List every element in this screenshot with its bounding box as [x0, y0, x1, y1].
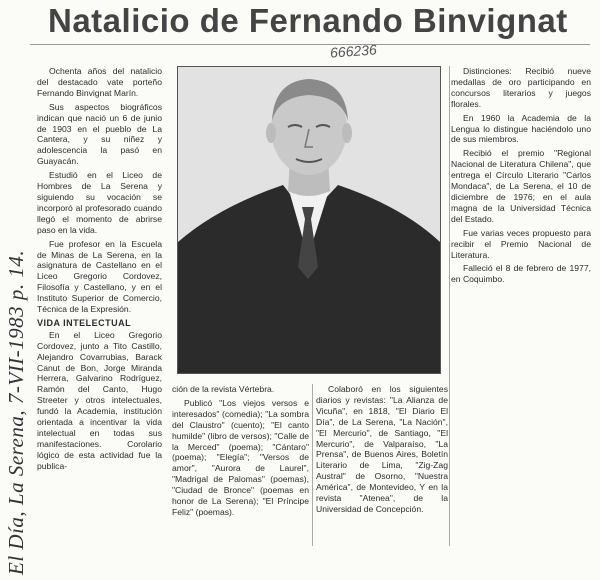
paragraph: En el Liceo Gregorio Cordovez, junto a Tito Castillo, Alejandro Covarrubias, Barack Canut de Bon, Jorge Miranda Herrera, Galvarino Rodríguez, Ramón del Canto, Hugo Streeter y otros intelectuales, fundó la Academia, institución orientada a incentivar la vida intelectual en todas sus manifestaciones. Corolario lógico de esta actividad fue la publica- [37, 329, 162, 471]
handwritten-source-note: El Día, La Serena, 7-VII-1983 p. 14. [4, 249, 28, 575]
column-divider [312, 384, 313, 546]
paragraph: En 1960 la Academia de la Lengua lo distingue haciéndolo uno de sus miembros. [451, 112, 591, 145]
paragraph: Publicó "Los viejos versos e interesados" (comedia); "La sombra del Claustro" (cuento); "El canto humilde" (libro de versos); "Calle de la Merced" (poema); "Cántaro" (poema); "Elegía"; "Versos de amor", "Aurora de Laurel", "Madrigal de Palomas" (poemas), "Ciudad de Bronce" (poemas en honor de La Serena); "El Príncipe Feliz" (poemas). [172, 397, 309, 517]
column-1 [37, 66, 162, 475]
paragraph: Falleció el 8 de febrero de 1977, en Coquimbo. [451, 263, 591, 285]
title-rule [30, 44, 590, 45]
column-divider [449, 66, 450, 546]
paragraph: Ochenta años del natalicio del destacado vate porteño Fernando Binvignat Marín. [37, 66, 162, 98]
column-3 [316, 384, 448, 518]
paragraph: Fue varias veces propuesto para recibir el Premio Nacional de Literatura. [451, 227, 591, 260]
paragraph: Colaboró en los siguientes diarios y revistas: "La Alianza de Vicuña", en 1818, "El Diario El Día", de La Serena, "La Nación", "El Mercurio", de Santiago, "El Mercurio", de Valparaíso, "La Prensa", de Buenos Aires, Boletín Literario de Lima, "Zig-Zag Austral" de Osorno, "Nuestra América", de Montevideo, Y en la revista "Atenea", de la Universidad de Concepción. [316, 384, 448, 514]
column-2 [172, 384, 309, 521]
paragraph: Fue profesor en la Escuela de Minas de La Serena, en la asignatura de Castellano en el Liceo Gregorio Cordovez, Filosofía y Castellano, y en el Instituto Superior de Comercio, Técnica de la Expresión. [37, 238, 162, 315]
paragraph: Recibió el premio "Regional Nacional de Literatura Chilena", que entrega el Círculo Literario "Carlos Mondaca", de La Serena, el 10 de diciembre de 1976; en el aula magna de la Universidad Técnica del Estado. [451, 148, 591, 224]
section-heading: VIDA INTELECTUAL [37, 317, 132, 328]
paragraph: Distinciones: Recibió nueve medallas de oro participando en concursos literarios y juegos florales. [451, 66, 591, 109]
headline: Natalicio de Fernando Binvignat [48, 2, 568, 39]
paragraph: Estudió en el Liceo de Hombres de La Serena y siguiendo su vocación se incorporó al profesorado cuando llegó el momento de abrirse paso en la vida. [37, 170, 162, 235]
portrait-photo-image [178, 67, 440, 373]
portrait-photo [177, 66, 441, 374]
paragraph: ción de la revista Vértebra. [172, 384, 275, 394]
column-4 [451, 66, 591, 288]
paragraph: Sus aspectos biográficos indican que nació un 6 de junio de 1903 en el pueblo de La Cantera, y su niñez y adolescencia la pasó en Guayacán. [37, 101, 162, 167]
catalog-number: 666236 [329, 41, 378, 61]
